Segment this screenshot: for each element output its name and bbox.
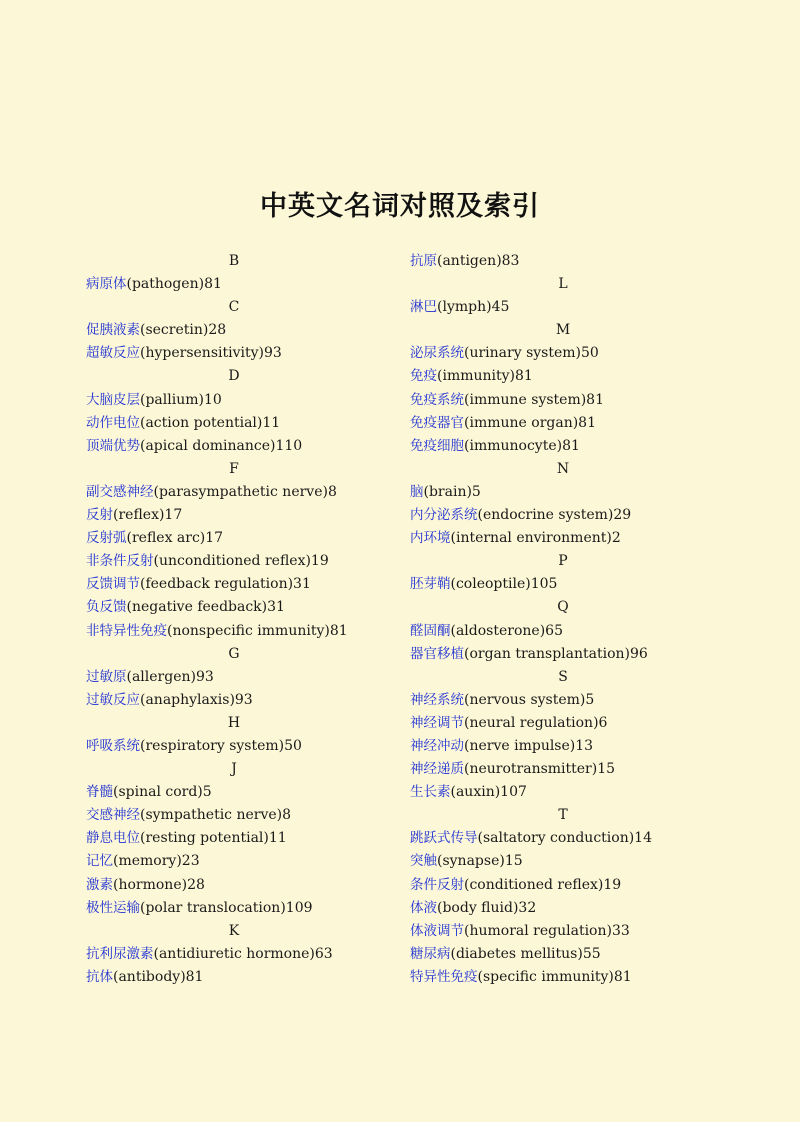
index-entry: [86, 874, 386, 897]
index-entry: [410, 504, 780, 527]
index-entry: [410, 389, 780, 412]
term-chinese: 大脑皮层: [86, 391, 140, 408]
term-english-page: (immunity)81: [437, 368, 533, 385]
term-english-page: (resting potential)11: [140, 830, 287, 847]
section-letter: M: [555, 322, 571, 339]
term-english-page: (parasympathetic nerve)8: [153, 483, 337, 500]
term-chinese: 体液: [410, 899, 437, 916]
index-entry: [86, 481, 386, 504]
term-english-page: (reflex arc)17: [126, 530, 224, 547]
index-entry: [410, 850, 780, 873]
index-entry: [410, 758, 780, 781]
term-chinese: 免疫器官: [410, 414, 464, 431]
term-chinese: 器官移植: [410, 645, 464, 662]
term-english-page: (allergen)93: [126, 668, 214, 685]
index-entry: [410, 966, 780, 989]
index-entry: [86, 943, 386, 966]
term-chinese: 免疫细胞: [410, 437, 464, 454]
index-entry: [86, 319, 386, 342]
index-entry: [410, 342, 780, 365]
index-entry: [86, 850, 386, 873]
term-chinese: 神经递质: [410, 761, 464, 778]
section-letter: T: [558, 807, 568, 824]
term-english-page: (humoral regulation)33: [464, 922, 630, 939]
term-english-page: (body fluid)32: [437, 899, 537, 916]
index-entry: [86, 550, 386, 573]
index-entry: [410, 412, 780, 435]
index-column-left: [86, 250, 386, 989]
index-entry: [410, 874, 780, 897]
index-entry: [86, 273, 386, 296]
term-chinese: 内分泌系统: [410, 507, 478, 524]
index-entry: [86, 342, 386, 365]
term-chinese: 促胰液素: [86, 322, 140, 339]
index-entry: [410, 365, 780, 388]
term-english-page: (hormone)28: [113, 876, 205, 893]
term-chinese: 免疫: [410, 368, 437, 385]
section-letter: S: [558, 668, 568, 685]
term-chinese: 记忆: [86, 853, 113, 870]
term-english-page: (urinary system)50: [464, 345, 599, 362]
term-english-page: (aldosterone)65: [450, 622, 563, 639]
term-english-page: (polar translocation)109: [140, 899, 313, 916]
term-chinese: 生长素: [410, 784, 451, 801]
term-chinese: 脊髓: [86, 784, 113, 801]
index-entry: [410, 573, 780, 596]
index-entry: [86, 804, 386, 827]
term-chinese: 激素: [86, 876, 113, 893]
term-english-page: (hypersensitivity)93: [140, 345, 282, 362]
term-chinese: 过敏反应: [86, 691, 140, 708]
term-chinese: 过敏原: [86, 668, 127, 685]
term-english-page: (antibody)81: [113, 968, 204, 985]
term-chinese: 呼吸系统: [86, 737, 140, 754]
term-english-page: (neurotransmitter)15: [464, 761, 616, 778]
term-english-page: (secretin)28: [140, 322, 227, 339]
term-chinese: 负反馈: [86, 599, 127, 616]
index-entry: [86, 897, 386, 920]
term-english-page: (endocrine system)29: [477, 507, 632, 524]
term-chinese: 体液调节: [410, 922, 464, 939]
term-chinese: 反射弧: [86, 530, 127, 547]
term-chinese: 动作电位: [86, 414, 140, 431]
term-english-page: (antidiuretic hormone)63: [153, 945, 333, 962]
term-english-page: (action potential)11: [140, 414, 281, 431]
section-letter: F: [229, 460, 239, 477]
term-english-page: (feedback regulation)31: [140, 576, 311, 593]
term-english-page: (conditioned reflex)19: [464, 876, 622, 893]
term-chinese: 副交感神经: [86, 483, 154, 500]
index-entry: [86, 412, 386, 435]
term-english-page: (memory)23: [113, 853, 200, 870]
index-entry: [410, 481, 780, 504]
term-english-page: (nerve impulse)13: [464, 737, 594, 754]
term-chinese: 抗原: [410, 253, 437, 269]
term-english-page: (nonspecific immunity)81: [167, 622, 348, 639]
term-english-page: (immune organ)81: [464, 414, 596, 431]
index-entry: [410, 897, 780, 920]
term-chinese: 反射: [86, 507, 113, 524]
index-entry: [410, 620, 780, 643]
index-entry: [86, 504, 386, 527]
term-english-page: (respiratory system)50: [140, 737, 302, 754]
term-english-page: (lymph)45: [437, 299, 510, 316]
section-letter: D: [228, 368, 240, 385]
term-english-page: (sympathetic nerve)8: [140, 807, 292, 824]
term-chinese: 神经冲动: [410, 737, 464, 754]
term-chinese: 淋巴: [410, 299, 437, 316]
term-chinese: 突触: [410, 853, 437, 870]
term-english-page: (pallium)10: [140, 391, 222, 408]
index-entry: [86, 735, 386, 758]
term-chinese: 条件反射: [410, 876, 464, 893]
term-chinese: 泌尿系统: [410, 345, 464, 362]
section-letter: B: [228, 253, 240, 269]
index-entry: [410, 250, 780, 273]
term-chinese: 糖尿病: [410, 945, 451, 962]
term-english-page: (synapse)15: [437, 853, 523, 870]
term-chinese: 醛固酮: [410, 622, 451, 639]
term-chinese: 脑: [410, 483, 424, 500]
index-entry: [86, 435, 386, 458]
term-english-page: (anaphylaxis)93: [140, 691, 253, 708]
section-letter: J: [231, 761, 237, 778]
term-chinese: 跳跃式传导: [410, 830, 478, 847]
term-chinese: 反馈调节: [86, 576, 140, 593]
term-english-page: (saltatory conduction)14: [477, 830, 652, 847]
section-letter: L: [558, 276, 568, 293]
term-english-page: (specific immunity)81: [477, 968, 632, 985]
index-entry: [86, 596, 386, 619]
term-chinese: 特异性免疫: [410, 968, 478, 985]
term-english-page: (pathogen)81: [126, 276, 222, 293]
section-letter: K: [228, 922, 240, 939]
term-chinese: 极性运输: [86, 899, 140, 916]
term-chinese: 静息电位: [86, 830, 140, 847]
term-english-page: (internal environment)2: [450, 530, 621, 547]
term-english-page: (brain)5: [423, 483, 481, 500]
term-english-page: (unconditioned reflex)19: [153, 553, 329, 570]
term-chinese: 抗利尿激素: [86, 945, 154, 962]
term-chinese: 病原体: [86, 276, 127, 293]
index-entry: [410, 781, 780, 804]
term-english-page: (auxin)107: [450, 784, 527, 801]
index-entry: [410, 296, 780, 319]
section-letter: H: [227, 714, 241, 731]
index-entry: [410, 712, 780, 735]
term-english-page: (reflex)17: [113, 507, 183, 524]
index-entry: [86, 389, 386, 412]
index-entry: [86, 827, 386, 850]
term-english-page: (neural regulation)6: [464, 714, 608, 731]
index-entry: [86, 527, 386, 550]
index-entry: [86, 666, 386, 689]
term-chinese: 胚芽鞘: [410, 576, 451, 593]
term-chinese: 顶端优势: [86, 437, 140, 454]
term-chinese: 神经系统: [410, 691, 464, 708]
index-entry: [410, 643, 780, 666]
term-chinese: 内环境: [410, 530, 451, 547]
term-chinese: 非特异性免疫: [86, 622, 167, 639]
index-entry: [410, 827, 780, 850]
index-entry: [410, 435, 780, 458]
term-english-page: (immune system)81: [464, 391, 604, 408]
term-english-page: (immunocyte)81: [464, 437, 580, 454]
term-chinese: 抗体: [86, 968, 113, 985]
index-entry: [86, 781, 386, 804]
section-letter: N: [556, 460, 570, 477]
term-chinese: 交感神经: [86, 807, 140, 824]
term-english-page: (negative feedback)31: [126, 599, 285, 616]
term-english-page: (coleoptile)105: [450, 576, 558, 593]
index-entry: [410, 735, 780, 758]
term-english-page: (organ transplantation)96: [464, 645, 648, 662]
index-entry: [410, 943, 780, 966]
index-entry: [86, 573, 386, 596]
term-english-page: (apical dominance)110: [140, 437, 303, 454]
term-chinese: 超敏反应: [86, 345, 140, 362]
term-chinese: 免疫系统: [410, 391, 464, 408]
term-chinese: 非条件反射: [86, 553, 154, 570]
index-entry: [410, 527, 780, 550]
term-english-page: (diabetes mellitus)55: [450, 945, 601, 962]
index-entry: [410, 920, 780, 943]
page-title: 中英文名词对照及索引: [260, 191, 540, 222]
section-letter: P: [558, 553, 568, 570]
section-letter: G: [228, 645, 240, 662]
index-entry: [86, 689, 386, 712]
term-chinese: 神经调节: [410, 714, 464, 731]
term-english-page: (spinal cord)5: [113, 784, 212, 801]
index-entry: [86, 620, 386, 643]
index-column-right: [410, 250, 780, 989]
section-letter: C: [228, 299, 240, 316]
term-english-page: (antigen)83: [437, 253, 520, 269]
term-english-page: (nervous system)5: [464, 691, 595, 708]
index-entry: [86, 966, 386, 989]
index-entry: [410, 689, 780, 712]
section-letter: Q: [557, 599, 569, 616]
